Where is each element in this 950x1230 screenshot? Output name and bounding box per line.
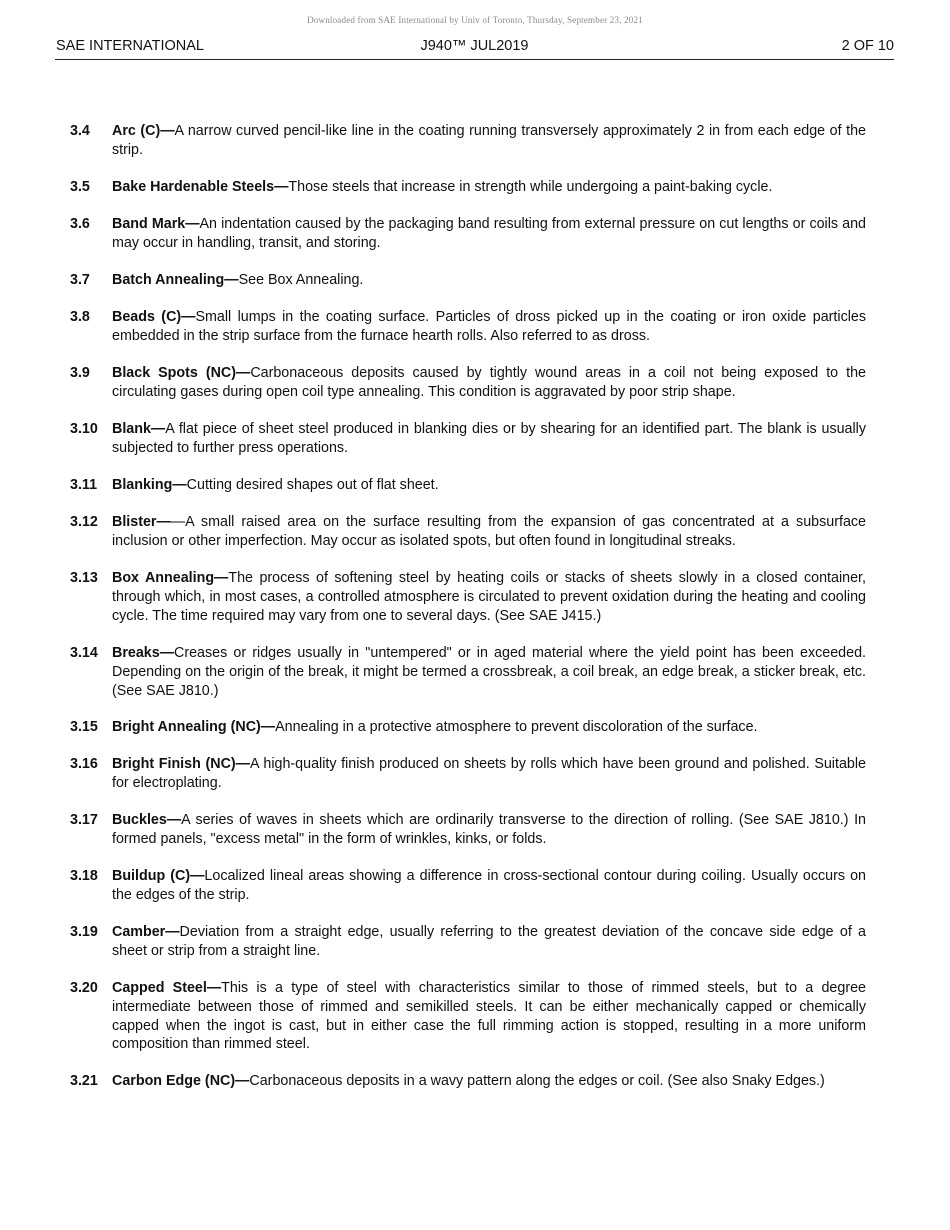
section-number: 3.4	[70, 123, 90, 139]
header-page-number: 2 OF 10	[841, 38, 894, 54]
term: Breaks—	[112, 645, 174, 661]
section-number: 3.13	[70, 570, 98, 586]
term: Bright Finish (NC)—	[112, 756, 250, 772]
section-number: 3.20	[70, 980, 98, 996]
definition-entry	[70, 420, 866, 458]
definition-text: Annealing in a protective atmosphere to prevent discoloration of the surface.	[275, 719, 758, 735]
definition-entry	[70, 1072, 866, 1091]
definition-text: This is a type of steel with characteristics similar to those of rimmed steels, but to a degree intermediate between those of rimmed and semikilled steels. It can be either mechanically capped or chemically capped when the ingot is cast, but in either case the full rimming action is stopped, resulting in a more uniform composition than rimmed steel.	[112, 980, 866, 1053]
definition-entry	[70, 867, 866, 905]
definition-text: Small lumps in the coating surface. Particles of dross picked up in the coating or iron oxide particles embedded in the strip surface from the furnace hearth rolls. Also referred to as dross.	[112, 309, 866, 344]
definition-entry	[70, 215, 866, 253]
definition-text: Cutting desired shapes out of flat sheet.	[186, 477, 439, 493]
term: Box Annealing—	[112, 570, 229, 586]
section-number: 3.19	[70, 924, 98, 940]
section-number: 3.9	[70, 365, 90, 381]
section-number: 3.16	[70, 756, 98, 772]
definition-text: A narrow curved pencil-like line in the coating running transversely approximately 2 in from each edge of the strip.	[112, 123, 866, 158]
term: Carbon Edge (NC)—	[112, 1073, 250, 1089]
definition-text: A series of waves in sheets which are ordinarily transverse to the direction of rolling. (See SAE J810.) In formed panels, "excess metal" in the form of wrinkles, kinks, or folds.	[112, 812, 866, 847]
definition-entry	[70, 755, 866, 793]
download-watermark: Downloaded from SAE International by Univ of Toronto, Thursday, September 23, 2021	[307, 15, 643, 25]
section-number: 3.12	[70, 514, 98, 530]
definition-entry	[70, 513, 866, 551]
term: Blister—	[112, 514, 171, 530]
definition-entry	[70, 923, 866, 961]
section-number: 3.11	[70, 477, 98, 493]
definition-text: Those steels that increase in strength while undergoing a paint-baking cycle.	[288, 179, 773, 195]
term: Band Mark—	[112, 216, 200, 232]
header-organization: SAE INTERNATIONAL	[56, 38, 204, 54]
term: Camber—	[112, 924, 180, 940]
definition-text: The process of softening steel by heating coils or stacks of sheets slowly in a closed container, through which, in most cases, a controlled atmosphere is circulated to prevent oxidation during the heating and cooling cycle. The time required may vary from one to several days. (See SAE J415.)	[112, 570, 866, 624]
definition-text: Carbonaceous deposits caused by tightly wound areas in a coil not being exposed to the circulating gases during open coil type annealing. This condition is aggravated by poor strip shape.	[112, 365, 866, 400]
page-header	[55, 38, 894, 60]
section-number: 3.18	[70, 868, 98, 884]
definition-text: Deviation from a straight edge, usually referring to the greatest deviation of the concave side edge of a sheet or strip from a straight line.	[112, 924, 866, 959]
term: Capped Steel—	[112, 980, 222, 996]
definition-entry	[70, 979, 866, 1054]
definition-entry	[70, 271, 866, 290]
section-number: 3.17	[70, 812, 98, 828]
definition-entry	[70, 308, 866, 346]
term: Blank—	[112, 421, 166, 437]
definition-entry	[70, 644, 866, 700]
term: Bake Hardenable Steels—	[112, 179, 289, 195]
term: Bright Annealing (NC)—	[112, 719, 276, 735]
term: Black Spots (NC)—	[112, 365, 251, 381]
term: Beads (C)—	[112, 309, 196, 325]
definition-entry	[70, 364, 866, 402]
term: Buildup (C)—	[112, 868, 205, 884]
section-number: 3.21	[70, 1073, 98, 1089]
section-number: 3.10	[70, 421, 98, 437]
definition-text: Creases or ridges usually in "untempered" or in aged material where the yield point has been exceeded. Depending on the origin of the break, it might be termed a crossbreak, a coil break, an edge break, a sticker break, etc. (See SAE J810.)	[112, 645, 866, 699]
definition-entry	[70, 122, 866, 160]
definition-entry	[70, 476, 866, 495]
definition-text: —A small raised area on the surface resulting from the expansion of gas concentrated at a subsurface inclusion or other imperfection. May occur as isolated spots, but often found in longitudinal streaks.	[112, 514, 866, 549]
term: Buckles—	[112, 812, 182, 828]
section-number: 3.8	[70, 309, 90, 325]
term: Blanking—	[112, 477, 187, 493]
definition-text: See Box Annealing.	[238, 272, 364, 288]
definition-text: Localized lineal areas showing a difference in cross-sectional contour during coiling. Usually occurs on the edges of the strip.	[112, 868, 866, 903]
definition-text: An indentation caused by the packaging band resulting from external pressure on cut lengths or coils and may occur in handling, transit, and storing.	[112, 216, 866, 251]
definition-text: Carbonaceous deposits in a wavy pattern along the edges or coil. (See also Snaky Edges.)	[249, 1073, 825, 1089]
section-number: 3.15	[70, 719, 98, 735]
header-document-id: J940™ JUL2019	[420, 38, 529, 54]
definition-entry	[70, 178, 866, 197]
definition-entry	[70, 811, 866, 849]
term: Arc (C)—	[112, 123, 175, 139]
definition-entry	[70, 718, 866, 737]
term: Batch Annealing—	[112, 272, 239, 288]
definition-entry	[70, 569, 866, 625]
definition-text: A flat piece of sheet steel produced in blanking dies or by shearing for an identified part. The blank is usually subjected to further press operations.	[112, 421, 866, 456]
section-number: 3.14	[70, 645, 98, 661]
section-number: 3.7	[70, 272, 90, 288]
section-number: 3.6	[70, 216, 90, 232]
definition-text: A high-quality finish produced on sheets by rolls which have been ground and polished. Suitable for electroplating.	[112, 756, 866, 791]
section-number: 3.5	[70, 179, 90, 195]
